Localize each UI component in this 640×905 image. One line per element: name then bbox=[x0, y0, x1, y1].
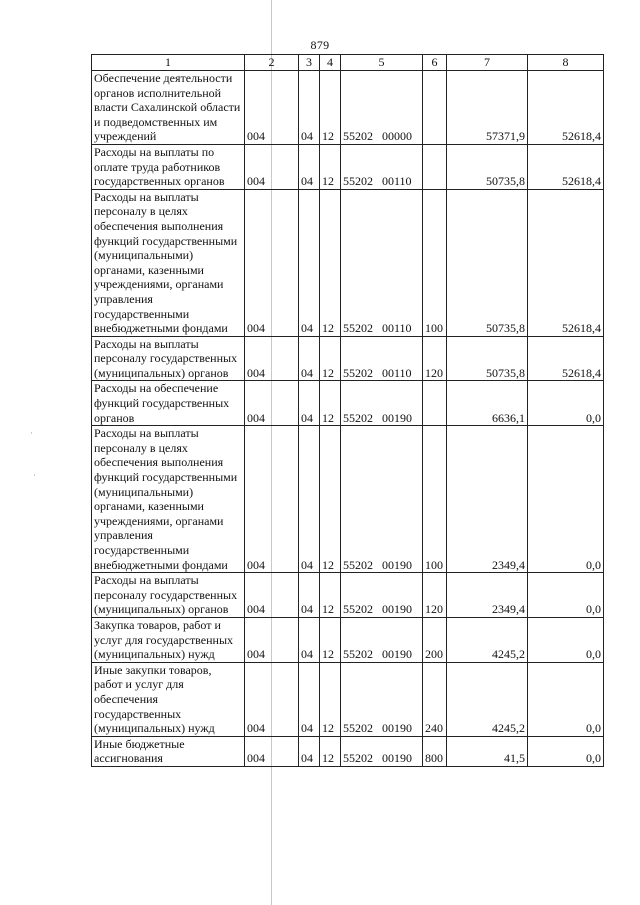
expense-type-code: 800 bbox=[423, 736, 447, 766]
target-article-code: 55202 00190 bbox=[341, 381, 423, 426]
amount-column-8: 52618,4 bbox=[528, 71, 604, 145]
table-row bbox=[92, 736, 604, 766]
ministry-code: 004 bbox=[245, 336, 299, 381]
amount-column-7: 4245,2 bbox=[447, 617, 528, 662]
subsection-code: 12 bbox=[320, 736, 341, 766]
ministry-code: 004 bbox=[245, 426, 299, 573]
expense-type-code: 100 bbox=[423, 189, 447, 336]
target-article-code: 55202 00110 bbox=[341, 189, 423, 336]
amount-column-8: 0,0 bbox=[528, 573, 604, 618]
row-name: Иные закупки товаров, работ и услуг для обеспечения государственных (муниципальных) нужд bbox=[92, 662, 245, 736]
table-row bbox=[92, 662, 604, 736]
section-code: 04 bbox=[299, 189, 320, 336]
column-header: 8 bbox=[528, 55, 604, 71]
row-name: Расходы на обеспечение функций государственных органов bbox=[92, 381, 245, 426]
ministry-code: 004 bbox=[245, 144, 299, 189]
section-code: 04 bbox=[299, 71, 320, 145]
table-header bbox=[92, 55, 604, 71]
column-header: 2 bbox=[245, 55, 299, 71]
ministry-code: 004 bbox=[245, 573, 299, 618]
column-header: 6 bbox=[423, 55, 447, 71]
expense-type-code: 120 bbox=[423, 336, 447, 381]
row-name: Расходы на выплаты персоналу в целях обеспечения выполнения функций государственными (муниципальными) органами, казенными учреждениями, органами управления государственными внебюджетными фондами bbox=[92, 426, 245, 573]
header-row bbox=[92, 55, 604, 71]
subsection-code: 12 bbox=[320, 426, 341, 573]
subsection-code: 12 bbox=[320, 144, 341, 189]
target-article-code: 55202 00110 bbox=[341, 336, 423, 381]
amount-column-8: 0,0 bbox=[528, 736, 604, 766]
amount-column-8: 0,0 bbox=[528, 617, 604, 662]
amount-column-7: 2349,4 bbox=[447, 573, 528, 618]
amount-column-7: 6636,1 bbox=[447, 381, 528, 426]
subsection-code: 12 bbox=[320, 189, 341, 336]
page-number: 879 bbox=[310, 38, 330, 52]
table-row bbox=[92, 144, 604, 189]
row-name: Закупка товаров, работ и услуг для государственных (муниципальных) нужд bbox=[92, 617, 245, 662]
subsection-code: 12 bbox=[320, 573, 341, 618]
row-name: Расходы на выплаты по оплате труда работников государственных органов bbox=[92, 144, 245, 189]
table-row bbox=[92, 573, 604, 618]
ministry-code: 004 bbox=[245, 736, 299, 766]
expense-type-code bbox=[423, 381, 447, 426]
target-article-code: 55202 00190 bbox=[341, 736, 423, 766]
amount-column-7: 50735,8 bbox=[447, 189, 528, 336]
target-article-code: 55202 00110 bbox=[341, 144, 423, 189]
row-name: Расходы на выплаты персоналу государственных (муниципальных) органов bbox=[92, 336, 245, 381]
column-header: 3 bbox=[299, 55, 320, 71]
scan-speck: · bbox=[33, 470, 36, 480]
amount-column-8: 0,0 bbox=[528, 381, 604, 426]
table-row bbox=[92, 381, 604, 426]
subsection-code: 12 bbox=[320, 336, 341, 381]
ministry-code: 004 bbox=[245, 381, 299, 426]
amount-column-7: 2349,4 bbox=[447, 426, 528, 573]
section-code: 04 bbox=[299, 381, 320, 426]
target-article-code: 55202 00190 bbox=[341, 617, 423, 662]
section-code: 04 bbox=[299, 426, 320, 573]
ministry-code: 004 bbox=[245, 617, 299, 662]
amount-column-8: 52618,4 bbox=[528, 336, 604, 381]
column-header: 1 bbox=[92, 55, 245, 71]
target-article-code: 55202 00190 bbox=[341, 573, 423, 618]
ministry-code: 004 bbox=[245, 189, 299, 336]
row-name: Расходы на выплаты персоналу в целях обеспечения выполнения функций государственными (муниципальными) органами, казенными учреждениями, органами управления государственными внебюджетными фондами bbox=[92, 189, 245, 336]
amount-column-8: 52618,4 bbox=[528, 144, 604, 189]
section-code: 04 bbox=[299, 573, 320, 618]
expense-type-code bbox=[423, 71, 447, 145]
row-name: Иные бюджетные ассигнования bbox=[92, 736, 245, 766]
subsection-code: 12 bbox=[320, 662, 341, 736]
section-code: 04 bbox=[299, 617, 320, 662]
expense-type-code: 200 bbox=[423, 617, 447, 662]
expense-type-code: 240 bbox=[423, 662, 447, 736]
amount-column-7: 4245,2 bbox=[447, 662, 528, 736]
column-header: 4 bbox=[320, 55, 341, 71]
ministry-code: 004 bbox=[245, 662, 299, 736]
row-name: Расходы на выплаты персоналу государственных (муниципальных) органов bbox=[92, 573, 245, 618]
budget-table bbox=[91, 54, 604, 767]
amount-column-8: 52618,4 bbox=[528, 189, 604, 336]
subsection-code: 12 bbox=[320, 71, 341, 145]
amount-column-7: 41,5 bbox=[447, 736, 528, 766]
scan-speck: · bbox=[30, 428, 33, 438]
amount-column-7: 50735,8 bbox=[447, 336, 528, 381]
section-code: 04 bbox=[299, 144, 320, 189]
subsection-code: 12 bbox=[320, 381, 341, 426]
target-article-code: 55202 00190 bbox=[341, 662, 423, 736]
section-code: 04 bbox=[299, 736, 320, 766]
column-header: 5 bbox=[341, 55, 423, 71]
target-article-code: 55202 00190 bbox=[341, 426, 423, 573]
amount-column-7: 57371,9 bbox=[447, 71, 528, 145]
table-row bbox=[92, 336, 604, 381]
table-row bbox=[92, 71, 604, 145]
ministry-code: 004 bbox=[245, 71, 299, 145]
row-name: Обеспечение деятельности органов исполнительной власти Сахалинской области и подведомственных им учреждений bbox=[92, 71, 245, 145]
expense-type-code: 100 bbox=[423, 426, 447, 573]
table-row bbox=[92, 617, 604, 662]
section-code: 04 bbox=[299, 336, 320, 381]
column-header: 7 bbox=[447, 55, 528, 71]
expense-type-code bbox=[423, 144, 447, 189]
amount-column-7: 50735,8 bbox=[447, 144, 528, 189]
table-row bbox=[92, 189, 604, 336]
amount-column-8: 0,0 bbox=[528, 662, 604, 736]
expense-type-code: 120 bbox=[423, 573, 447, 618]
amount-column-8: 0,0 bbox=[528, 426, 604, 573]
section-code: 04 bbox=[299, 662, 320, 736]
target-article-code: 55202 00000 bbox=[341, 71, 423, 145]
table-body bbox=[92, 71, 604, 767]
subsection-code: 12 bbox=[320, 617, 341, 662]
table-row bbox=[92, 426, 604, 573]
